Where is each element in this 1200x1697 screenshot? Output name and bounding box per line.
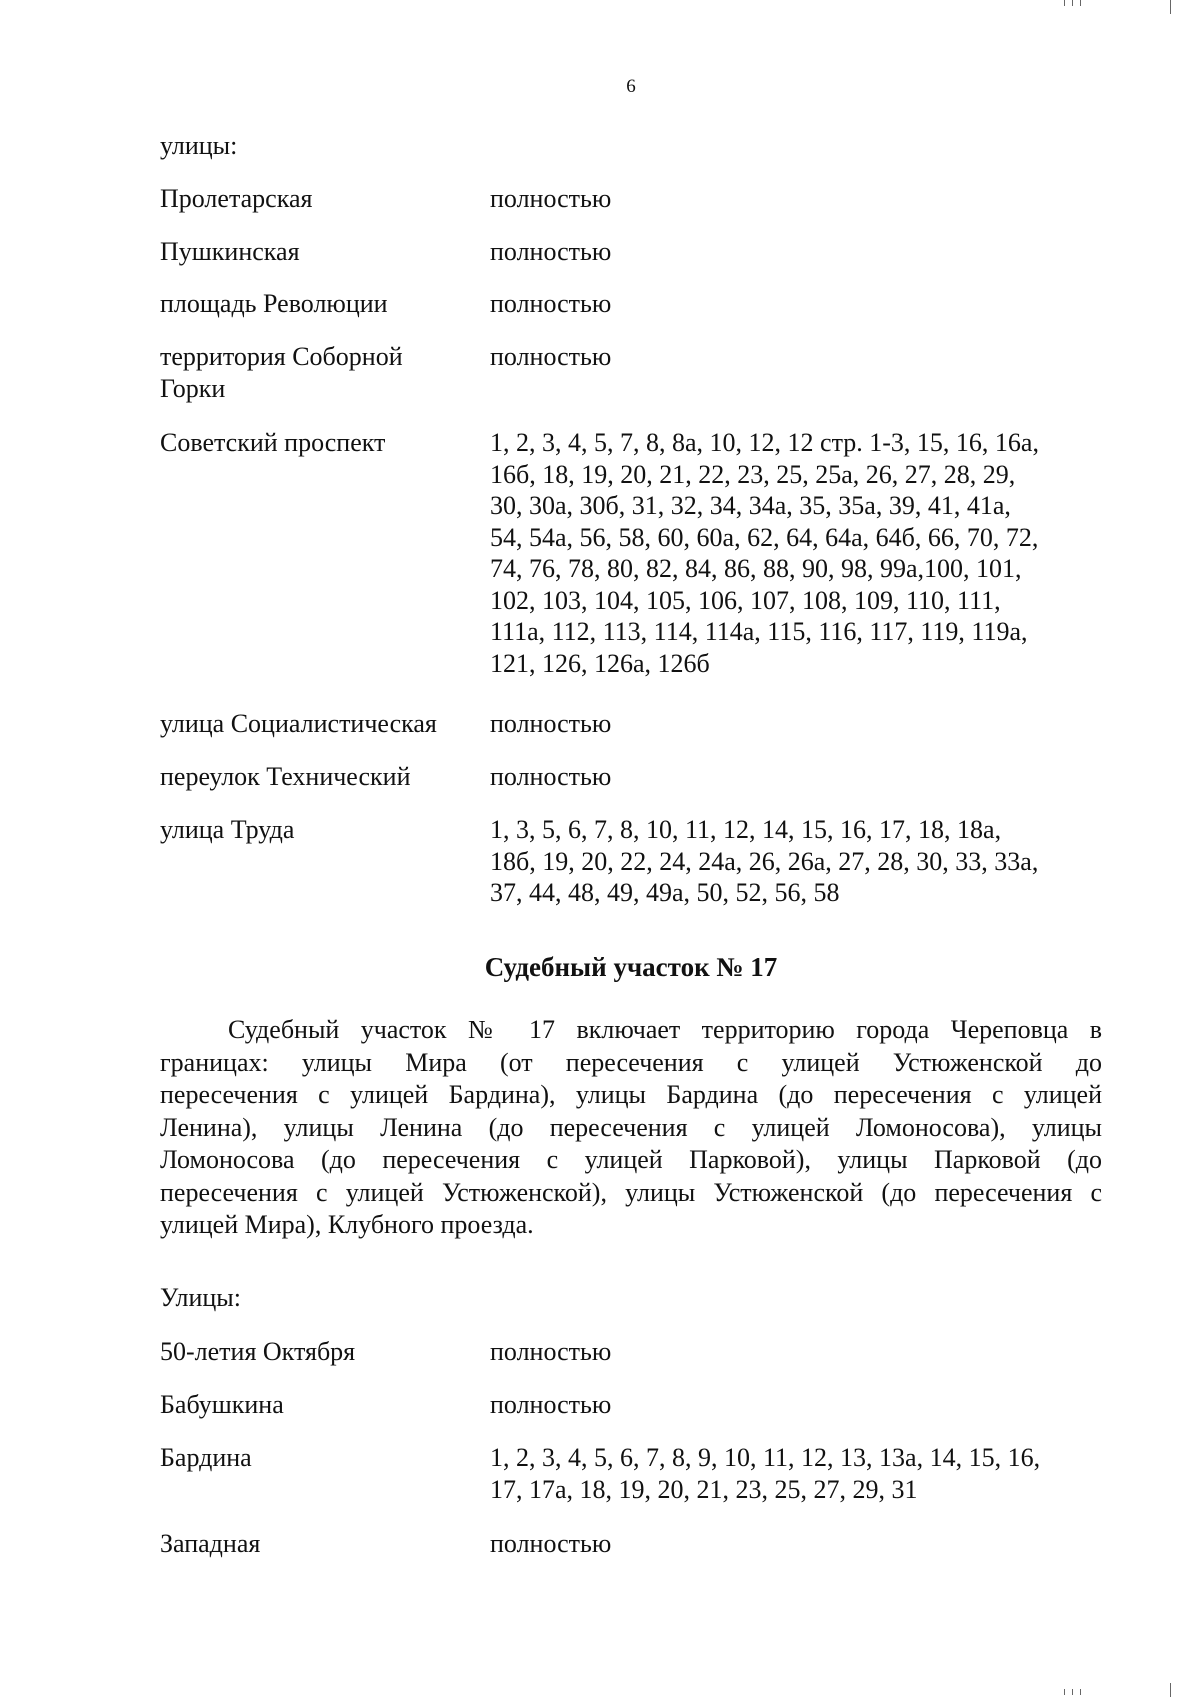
paragraph-line: пересечения с улицей Устюженской), улицы Устюженской (до пересечения с xyxy=(160,1177,1102,1207)
house-line: полностью xyxy=(490,709,612,738)
scan-edge-mark xyxy=(1170,1683,1171,1697)
house-line: полностью xyxy=(490,184,612,213)
house-line: 37, 44, 48, 49, 49а, 50, 52, 56, 58 xyxy=(490,878,840,907)
street-row xyxy=(160,341,1100,404)
scan-edge-mark xyxy=(1170,0,1171,14)
house-numbers xyxy=(490,288,1100,320)
house-line: полностью xyxy=(490,1390,612,1419)
house-numbers xyxy=(490,814,1100,909)
house-line: полностью xyxy=(490,342,612,371)
scan-edge-mark xyxy=(1064,0,1065,6)
street-name: территория Соборной Горки xyxy=(160,342,403,403)
paragraph-line: Ленина), улицы Ленина (до пересечения с улицей Ломоносова), улицы xyxy=(160,1112,1102,1142)
scan-edge-mark xyxy=(1072,1689,1073,1695)
paragraph-line: Судебный участок № 17 включает территорию города Череповца в xyxy=(228,1015,1102,1044)
street-row xyxy=(160,1442,1100,1505)
house-line: полностью xyxy=(490,289,612,318)
house-numbers xyxy=(490,183,1100,215)
street-row xyxy=(160,814,1100,909)
street-name: Западная xyxy=(160,1529,261,1558)
house-line: 1, 2, 3, 4, 5, 6, 7, 8, 9, 10, 11, 12, 13, 13а, 14, 15, 16, xyxy=(490,1443,1041,1472)
street-name: площадь Революции xyxy=(160,289,388,318)
house-numbers xyxy=(490,761,1100,793)
street-name: Пушкинская xyxy=(160,237,300,266)
house-line: 111а, 112, 113, 114, 114а, 115, 116, 117, 119, 119а, xyxy=(490,617,1028,646)
house-numbers xyxy=(490,1336,1100,1368)
street-row xyxy=(160,708,1100,740)
street-name: переулок Технический xyxy=(160,762,411,791)
scan-edge-mark xyxy=(1080,0,1081,6)
street-name: 50-летия Октября xyxy=(160,1337,356,1366)
house-numbers xyxy=(490,1528,1100,1560)
house-line: 74, 76, 78, 80, 82, 84, 86, 88, 90, 98, 99а,100, 101, xyxy=(490,554,1022,583)
street-name: Бабушкина xyxy=(160,1390,284,1419)
street-row xyxy=(160,1528,1100,1560)
house-line: полностью xyxy=(490,237,612,266)
house-line: 17, 17а, 18, 19, 20, 21, 23, 25, 27, 29, 31 xyxy=(490,1474,918,1504)
house-numbers xyxy=(490,1389,1100,1421)
paragraph-line: улицей Мира), Клубного проезда. xyxy=(160,1210,534,1239)
scan-edge-mark xyxy=(1072,0,1073,6)
paragraph-line: Ломоносова (до пересечения с улицей Парковой), улицы Парковой (до xyxy=(160,1145,1102,1174)
house-line: полностью xyxy=(490,1337,612,1366)
streets-label-bottom: Улицы: xyxy=(160,1283,241,1312)
house-line: 54, 54а, 56, 58, 60, 60а, 62, 64, 64а, 64б, 66, 70, 72, xyxy=(490,522,1039,552)
house-line: 30, 30а, 30б, 31, 32, 34, 34а, 35, 35а, 39, 41, 41а, xyxy=(490,491,1011,520)
house-line: 1, 2, 3, 4, 5, 7, 8, 8а, 10, 12, 12 стр. 1-3, 15, 16, 16а, xyxy=(490,428,1039,457)
street-row xyxy=(160,288,1100,320)
house-line: 16б, 18, 19, 20, 21, 22, 23, 25, 25а, 26, 27, 28, 29, xyxy=(490,459,1016,489)
street-name: улица Социалистическая xyxy=(160,709,437,738)
street-row xyxy=(160,236,1100,268)
house-line: 1, 3, 5, 6, 7, 8, 10, 11, 12, 14, 15, 16, 17, 18, 18а, xyxy=(490,815,1002,844)
house-numbers xyxy=(490,236,1100,268)
street-name: Советский проспект xyxy=(160,428,386,457)
street-name: улица Труда xyxy=(160,815,295,844)
house-numbers xyxy=(490,427,1100,679)
scan-edge-mark xyxy=(1080,1689,1081,1695)
street-row xyxy=(160,183,1100,215)
street-row xyxy=(160,1389,1100,1421)
section-heading: Судебный участок № 17 xyxy=(484,952,778,982)
boundary-paragraph xyxy=(160,1014,1102,1242)
house-line: 18б, 19, 20, 22, 24, 24а, 26, 26а, 27, 28, 30, 33, 33а, xyxy=(490,846,1039,876)
house-numbers xyxy=(490,1442,1100,1505)
house-numbers xyxy=(490,341,1100,404)
house-line: 102, 103, 104, 105, 106, 107, 108, 109, 110, 111, xyxy=(490,585,1001,615)
street-row xyxy=(160,1336,1100,1368)
streets-label-top: улицы: xyxy=(160,131,238,160)
street-row xyxy=(160,427,1100,679)
paragraph-line: границах: улицы Мира (от пересечения с улицей Устюженской до xyxy=(160,1047,1102,1077)
paragraph-line: пересечения с улицей Бардина), улицы Бардина (до пересечения с улицей xyxy=(160,1080,1102,1109)
house-line: полностью xyxy=(490,1529,612,1558)
street-row xyxy=(160,761,1100,793)
page-number: 6 xyxy=(626,76,636,97)
house-line: полностью xyxy=(490,762,612,791)
street-name: Пролетарская xyxy=(160,184,313,213)
street-name: Бардина xyxy=(160,1443,252,1472)
scan-edge-mark xyxy=(1064,1689,1065,1695)
house-numbers xyxy=(490,708,1100,740)
house-line: 121, 126, 126а, 126б xyxy=(490,648,710,678)
